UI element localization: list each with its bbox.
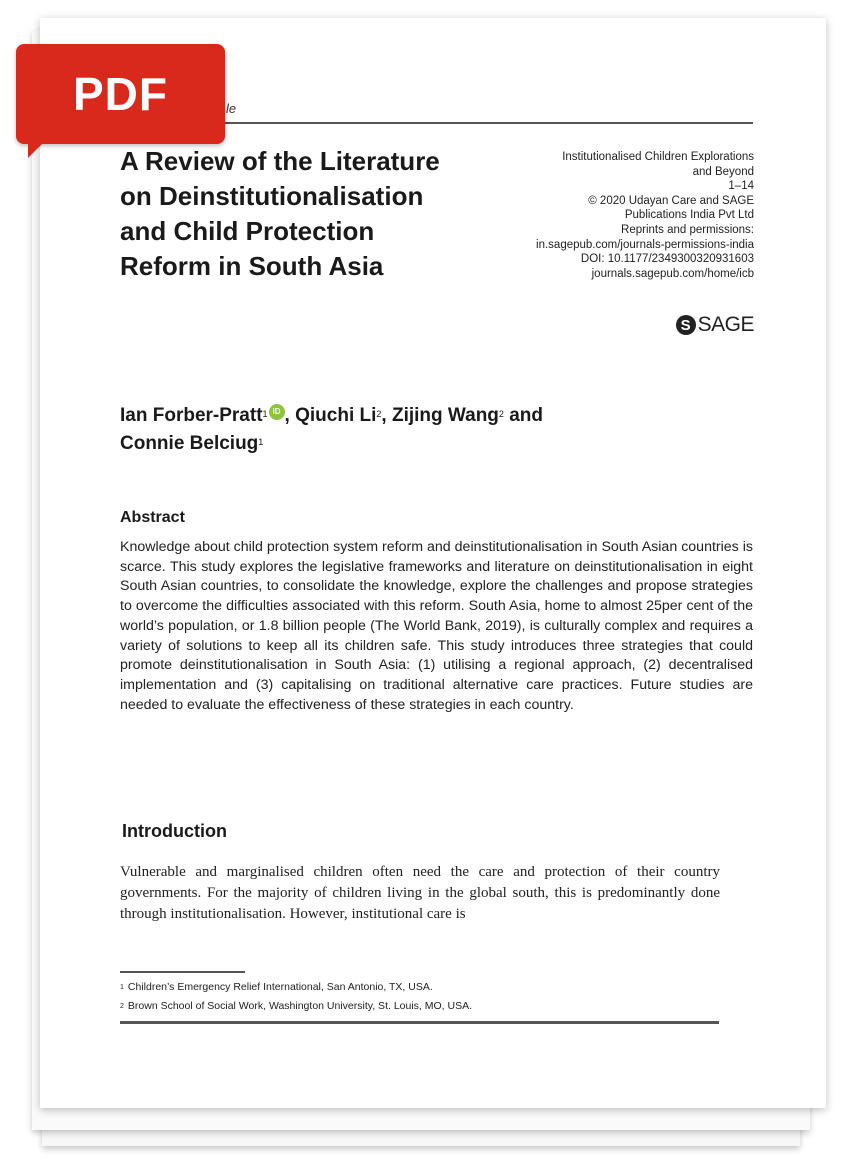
sage-logo bbox=[676, 313, 754, 337]
author-conjunction: and bbox=[503, 405, 543, 426]
copyright-line2: Publications India Pvt Ltd bbox=[624, 209, 754, 222]
footnote-mark: 1 bbox=[120, 984, 124, 991]
journal-meta bbox=[464, 150, 754, 281]
doi[interactable]: DOI: 10.1177/2349300320931603 bbox=[580, 253, 754, 266]
journal-name-line2: and Beyond bbox=[692, 165, 754, 178]
author-name: Ian Forber-Pratt bbox=[120, 405, 263, 426]
footnote-rule bbox=[120, 971, 245, 973]
orcid-icon[interactable]: iD bbox=[269, 404, 285, 420]
author-name: Connie Belciug bbox=[120, 433, 259, 454]
pdf-badge-label: PDF bbox=[73, 68, 168, 120]
affiliation-mark: 2 bbox=[498, 409, 504, 419]
paper-title: A Review of the Literature on Deinstitutionalisation and Child Protection Reform in South Asia bbox=[120, 146, 440, 281]
footnote bbox=[120, 978, 720, 997]
footnotes bbox=[120, 978, 720, 1016]
author-list bbox=[120, 402, 680, 458]
footnote-text: Brown School of Social Work, Washington University, St. Louis, MO, USA. bbox=[127, 1000, 473, 1012]
pdf-badge bbox=[16, 44, 225, 144]
affiliation-mark: 1 bbox=[262, 409, 268, 419]
abstract-heading: Abstract bbox=[120, 509, 185, 526]
footnote-text: Children’s Emergency Relief International, San Antonio, TX, USA. bbox=[127, 981, 433, 993]
affiliation-mark: 2 bbox=[376, 409, 382, 419]
page-range: 1–14 bbox=[728, 180, 754, 193]
abstract-text: Knowledge about child protection system reform and deinstitutionalisation in South Asian countries is scarce. This study explores the legislative frameworks and literature on deinstitutionalisation in eight South Asian countries, to consolidate the knowledge, explore the challenges and propose strategies to overcome the difficulties associated with this reform. South Asia, home to almost 25per cent of the world’s population, or 1.8 billion people (The World Bank, 2019), is culturally complex and requires a variety of solutions to keep all its children safe. This study introduces three strategies that could promote deinstitutionalisation in South Asia: (1) utilising a regional approach, (2) decentralised implementation and (3) capitalising on traditional alternative care practices. Future studies are needed to evaluate the effectiveness of these strategies in each country. bbox=[120, 539, 753, 713]
footer-rule bbox=[120, 1021, 719, 1024]
introduction-text: Vulnerable and marginalised children often need the care and protection of their country governments. For the majority of children living in the global south, this is predominantly done through institutionalisation. However, institutional care is bbox=[120, 864, 720, 922]
journal-name-line1: Institutionalised Children Explorations bbox=[562, 151, 754, 163]
footnote-mark: 2 bbox=[120, 1003, 124, 1010]
reprints-label: Reprints and permissions: bbox=[621, 223, 754, 236]
footnote bbox=[120, 997, 720, 1016]
article-type-label: le bbox=[226, 101, 237, 116]
introduction-heading: Introduction bbox=[122, 821, 227, 841]
sage-logo-text: SAGE bbox=[697, 313, 754, 336]
affiliation-mark: 1 bbox=[258, 437, 264, 447]
copyright-line1: © 2020 Udayan Care and SAGE bbox=[588, 194, 754, 207]
journal-link[interactable]: journals.sagepub.com/home/icb bbox=[591, 267, 754, 280]
reprints-link[interactable]: in.sagepub.com/journals-permissions-india bbox=[536, 238, 754, 251]
author-name: , Qiuchi Li bbox=[284, 405, 377, 426]
sage-logo-icon: S bbox=[676, 315, 696, 335]
author-name: , Zijing Wang bbox=[381, 405, 499, 426]
